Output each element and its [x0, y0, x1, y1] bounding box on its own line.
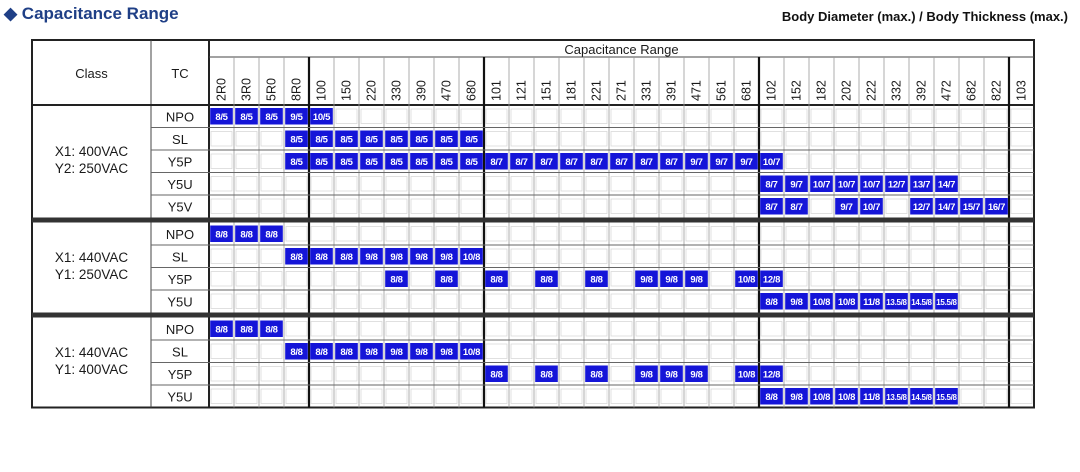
value-cell-text: 8/5 [340, 156, 353, 168]
value-cell-text: 9/8 [365, 346, 378, 358]
value-cell-text: 8/8 [315, 346, 328, 358]
dimension-legend: Body Diameter (max.) / Body Thickness (max.) [781, 9, 1068, 24]
value-cell-text: 8/8 [490, 369, 503, 381]
value-cell-text: 9/8 [690, 274, 703, 286]
tc-label-y5p: Y5P [167, 271, 193, 287]
value-cell-text: 8/8 [240, 229, 253, 241]
value-cell-text: 9/8 [665, 369, 678, 381]
value-cell-text: 11/8 [863, 296, 880, 308]
value-cell-text: 8/5 [290, 134, 303, 146]
value-cell-text: 8/8 [340, 251, 353, 263]
column-header-2R0: 2R0 [214, 78, 229, 101]
value-cell-text: 9/8 [440, 346, 453, 358]
value-cell-text: 9/8 [790, 296, 803, 308]
column-header-100: 100 [314, 80, 329, 101]
column-header-680: 680 [464, 80, 479, 101]
class-label: Y1: 400VAC [54, 362, 129, 377]
column-header-101: 101 [489, 80, 504, 101]
value-cell-text: 14/7 [937, 179, 956, 191]
tc-label-y5v: Y5V [167, 199, 193, 215]
value-cell-text: 13/7 [912, 179, 931, 191]
value-cell-text: 10/8 [812, 391, 831, 403]
header-tc: TC [171, 66, 189, 81]
value-cell-text: 9/5 [290, 111, 303, 123]
value-cell-text: 8/5 [365, 156, 378, 168]
value-cell-text: 12/8 [762, 274, 781, 286]
value-cell-text: 8/7 [615, 156, 628, 168]
tc-label-y5u: Y5U [167, 389, 193, 405]
value-cell-text: 8/5 [415, 134, 428, 146]
value-cell-text: 8/8 [215, 324, 228, 336]
value-cell-text: 9/8 [390, 346, 403, 358]
tc-label-npo: NPO [165, 109, 195, 125]
value-cell-text: 10/7 [762, 156, 781, 168]
value-cell-text: 9/8 [640, 274, 653, 286]
value-cell-text: 10/8 [812, 296, 831, 308]
column-header-471: 471 [689, 80, 704, 101]
value-cell-text: 9/8 [640, 369, 653, 381]
value-cell-text: 8/8 [490, 274, 503, 286]
class-label: X1: 440VAC [54, 345, 129, 360]
value-cell-text: 8/5 [390, 134, 403, 146]
value-cell-text: 10/8 [837, 296, 856, 308]
value-cell-text: 8/8 [440, 274, 453, 286]
value-cell-text: 8/5 [465, 156, 478, 168]
value-cell-text: 8/8 [765, 296, 778, 308]
column-header-390: 390 [414, 80, 429, 101]
tc-label-y5u: Y5U [167, 176, 193, 192]
value-cell-text: 9/8 [790, 391, 803, 403]
value-cell-text: 8/5 [390, 156, 403, 168]
header-capacitance-range: Capacitance Range [564, 42, 679, 57]
value-cell-text: 8/8 [315, 251, 328, 263]
value-cell-text: 10/8 [737, 369, 756, 381]
value-cell-text: 9/7 [840, 201, 853, 213]
value-cell-text: 12/7 [912, 201, 931, 213]
tc-label-sl: SL [172, 249, 188, 265]
value-cell-text: 8/7 [565, 156, 578, 168]
class-label: Y2: 250VAC [54, 160, 129, 176]
tc-label-y5p: Y5P [167, 154, 193, 170]
column-header-102: 102 [764, 80, 779, 101]
class-label: Y1: 250VAC [54, 267, 129, 282]
tc-label-y5u: Y5U [167, 294, 193, 310]
value-cell-text: 10/7 [837, 179, 856, 191]
value-cell-text: 8/5 [465, 134, 478, 146]
value-cell-text: 15.5/8 [936, 297, 957, 307]
class-label: X1: 440VAC [54, 250, 129, 265]
value-cell-text: 8/7 [515, 156, 528, 168]
class-label: X1: 400VAC [54, 143, 129, 159]
value-cell-text: 12/8 [762, 369, 781, 381]
column-header-392: 392 [914, 80, 929, 101]
column-header-470: 470 [439, 80, 454, 101]
value-cell-text: 9/8 [415, 251, 428, 263]
value-cell-text: 10/7 [862, 201, 881, 213]
column-header-103: 103 [1014, 80, 1029, 101]
value-cell-text: 9/8 [440, 251, 453, 263]
value-cell-text: 8/5 [440, 134, 453, 146]
value-cell-text: 8/8 [540, 274, 553, 286]
value-cell-text: 8/7 [790, 201, 803, 213]
value-cell-text: 8/8 [340, 346, 353, 358]
tc-label-npo: NPO [165, 321, 195, 337]
column-header-202: 202 [839, 80, 854, 101]
value-cell-text: 8/8 [265, 229, 278, 241]
column-header-391: 391 [664, 80, 679, 101]
value-cell-text: 9/8 [415, 346, 428, 358]
column-header-822: 822 [989, 80, 1004, 101]
column-header-150: 150 [339, 80, 354, 101]
value-cell-text: 8/8 [765, 391, 778, 403]
value-cell-text: 10/7 [812, 179, 831, 191]
value-cell-text: 8/8 [265, 324, 278, 336]
column-header-121: 121 [514, 80, 529, 101]
value-cell-text: 8/7 [590, 156, 603, 168]
value-cell-text: 8/7 [765, 179, 778, 191]
value-cell-text: 10/8 [462, 251, 481, 263]
value-cell-text: 12/7 [887, 179, 906, 191]
value-cell-text: 14.5/8 [911, 392, 932, 402]
value-cell-text: 8/5 [440, 156, 453, 168]
value-cell-text: 10/8 [737, 274, 756, 286]
value-cell-text: 8/5 [265, 111, 278, 123]
tc-label-sl: SL [172, 344, 188, 360]
column-header-271: 271 [614, 80, 629, 101]
value-cell-text: 8/5 [365, 134, 378, 146]
column-header-222: 222 [864, 80, 879, 101]
value-cell-text: 16/7 [987, 201, 1006, 213]
column-header-332: 332 [889, 80, 904, 101]
value-cell-text: 8/5 [315, 156, 328, 168]
column-header-221: 221 [589, 80, 604, 101]
value-cell-text: 8/7 [640, 156, 653, 168]
value-cell-text: 8/8 [390, 274, 403, 286]
column-header-181: 181 [564, 80, 579, 101]
value-cell-text: 9/7 [790, 179, 803, 191]
value-cell-text: 8/5 [215, 111, 228, 123]
value-cell-text: 15/7 [962, 201, 981, 213]
value-cell-text: 8/8 [540, 369, 553, 381]
value-cell-text: 9/8 [690, 369, 703, 381]
value-cell-text: 8/8 [290, 346, 303, 358]
value-cell-text: 14/7 [937, 201, 956, 213]
tc-label-sl: SL [172, 131, 188, 147]
value-cell-text: 9/7 [715, 156, 728, 168]
value-cell-text: 9/8 [665, 274, 678, 286]
value-cell-text: 10/7 [862, 179, 881, 191]
value-cell-text: 8/8 [215, 229, 228, 241]
group-separator [32, 313, 1034, 318]
group-separator [32, 218, 1034, 223]
column-header-151: 151 [539, 80, 554, 101]
value-cell-text: 8/5 [340, 134, 353, 146]
column-header-681: 681 [739, 80, 754, 101]
column-header-5R0: 5R0 [264, 78, 279, 101]
column-header-3R0: 3R0 [239, 78, 254, 101]
page-title: ◆ Capacitance Range [4, 4, 179, 23]
value-cell-text: 8/8 [240, 324, 253, 336]
value-cell-text: 8/8 [590, 274, 603, 286]
value-cell-text: 8/8 [590, 369, 603, 381]
column-header-152: 152 [789, 80, 804, 101]
value-cell-text: 9/8 [390, 251, 403, 263]
value-cell-text: 15.5/8 [936, 392, 957, 402]
value-cell-text: 8/5 [240, 111, 253, 123]
column-header-8R0: 8R0 [289, 78, 304, 101]
value-cell-text: 8/5 [415, 156, 428, 168]
value-cell-text: 10/8 [462, 346, 481, 358]
value-cell-text: 10/5 [312, 111, 331, 123]
value-cell-text: 11/8 [863, 391, 880, 403]
value-cell-text: 8/5 [290, 156, 303, 168]
value-cell-text: 13.5/8 [886, 392, 907, 402]
value-cell-text: 8/8 [290, 251, 303, 263]
tc-label-y5p: Y5P [167, 366, 193, 382]
value-cell-text: 10/8 [837, 391, 856, 403]
value-cell-text: 9/7 [690, 156, 703, 168]
value-cell-text: 14.5/8 [911, 297, 932, 307]
value-cell-text: 8/5 [315, 134, 328, 146]
column-header-220: 220 [364, 80, 379, 101]
value-cell-text: 9/7 [740, 156, 753, 168]
value-cell-text: 8/7 [540, 156, 553, 168]
column-header-330: 330 [389, 80, 404, 101]
value-cell-text: 8/7 [765, 201, 778, 213]
column-header-472: 472 [939, 80, 954, 101]
column-header-182: 182 [814, 80, 829, 101]
value-cell-text: 8/7 [490, 156, 503, 168]
header-class: Class [75, 66, 108, 81]
column-header-561: 561 [714, 80, 729, 101]
value-cell-text: 13.5/8 [886, 297, 907, 307]
tc-label-npo: NPO [165, 226, 195, 242]
column-header-682: 682 [964, 80, 979, 101]
value-cell-text: 9/8 [365, 251, 378, 263]
value-cell-text: 8/7 [665, 156, 678, 168]
column-header-331: 331 [639, 80, 654, 101]
